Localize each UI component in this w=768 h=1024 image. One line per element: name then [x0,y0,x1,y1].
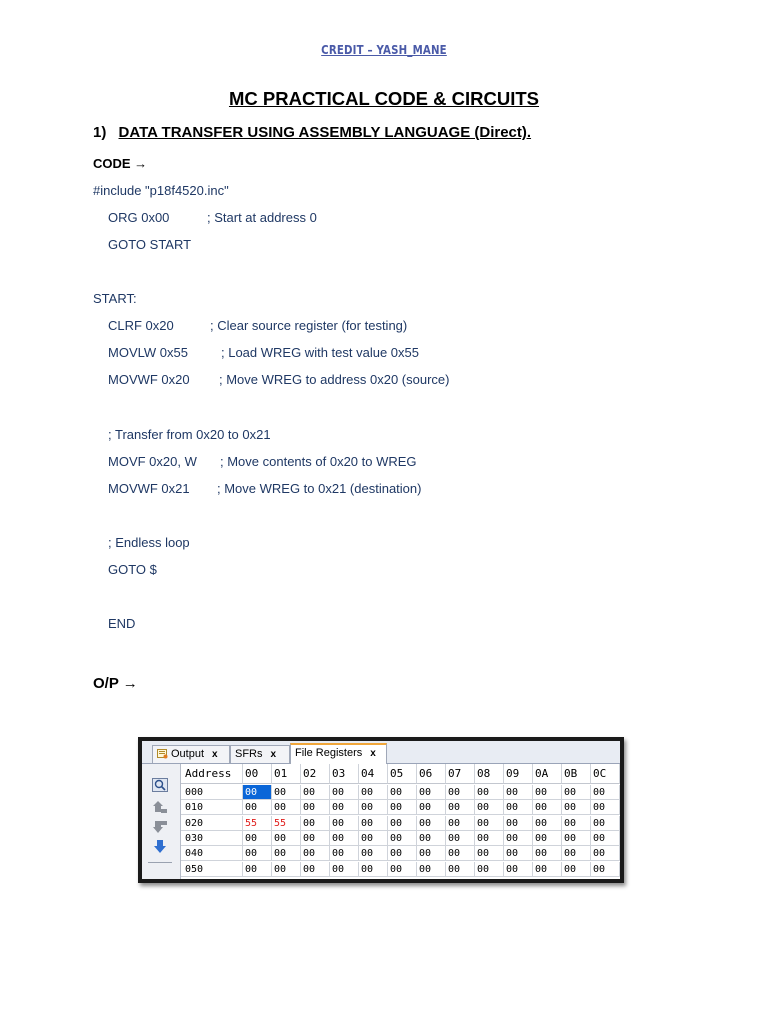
register-cell[interactable]: 55 [243,816,272,831]
register-cell[interactable]: 00 [533,816,562,831]
tab-sfrs[interactable] [230,745,290,763]
register-cell[interactable]: 00 [562,831,591,846]
register-cell[interactable]: 00 [504,862,533,877]
register-cell[interactable]: 00 [330,785,359,800]
register-cell[interactable]: 00 [417,831,446,846]
row-address: 020 [181,816,243,831]
register-cell[interactable]: 00 [504,800,533,815]
close-icon[interactable]: x [212,749,218,760]
code-line [108,616,135,631]
code-line [108,345,419,360]
register-cell[interactable]: 00 [330,862,359,877]
file-registers-screenshot [138,737,624,883]
register-cell[interactable]: 00 [475,831,504,846]
code-comment: ; Move WREG to address 0x20 (source) [219,372,450,387]
column-header: 01 [272,764,301,784]
register-cell[interactable]: 00 [446,785,475,800]
code-line [108,318,408,333]
register-cell[interactable]: 00 [301,846,330,861]
code-line [108,454,417,469]
column-header: 08 [475,764,504,784]
section-heading [93,124,531,141]
close-icon[interactable]: x [370,748,376,759]
register-cell[interactable]: 00 [243,862,272,877]
row-address: 040 [181,846,243,861]
code-instruction: END [108,616,136,631]
row-address: 050 [181,862,243,877]
register-cell[interactable]: 00 [388,785,417,800]
up-arrow-icon[interactable] [152,800,168,814]
credit-line: CREDIT – YASH_MANE [321,43,447,57]
code-instruction: ORG 0x00 [108,210,170,225]
column-header: 02 [301,764,330,784]
code-instruction: #include "p18f4520.inc" [93,183,229,198]
section-number: 1) [93,124,107,141]
register-cell[interactable]: 00 [504,831,533,846]
column-header: 06 [417,764,446,784]
column-header: 0B [562,764,591,784]
register-cell[interactable]: 00 [446,831,475,846]
register-cell[interactable]: 00 [359,816,388,831]
tab-sfrs-label: SFRs [235,748,263,760]
register-cell[interactable]: 00 [446,846,475,861]
register-cell[interactable]: 00 [446,800,475,815]
code-line [108,562,157,577]
register-cell[interactable]: 00 [359,800,388,815]
register-cell[interactable]: 00 [417,800,446,815]
tool-divider [148,862,172,863]
register-cell[interactable]: 00 [272,846,301,861]
register-cell[interactable]: 00 [475,862,504,877]
column-header: 03 [330,764,359,784]
register-cell[interactable]: 00 [446,816,475,831]
row-address: 000 [181,785,243,800]
tab-file-registers-label: File Registers [295,747,363,759]
register-cell[interactable]: 00 [388,831,417,846]
code-comment: ; Start at address 0 [207,210,317,225]
down-arrow-icon[interactable] [152,820,168,834]
tool-strip [142,764,181,879]
code-instruction: ; Transfer from 0x20 to 0x21 [108,427,271,442]
column-header: 07 [446,764,475,784]
register-cell[interactable]: 00 [417,785,446,800]
register-cell[interactable]: 00 [475,846,504,861]
register-cell[interactable]: 00 [446,862,475,877]
register-cell[interactable]: 00 [301,862,330,877]
register-cell[interactable]: 00 [243,785,272,800]
code-line [108,481,422,496]
page-title: MC PRACTICAL CODE & CIRCUITS [228,88,540,109]
register-cell[interactable]: 00 [301,785,330,800]
register-cell[interactable]: 00 [591,800,620,815]
code-instruction: MOVLW 0x55 [108,345,188,360]
register-cell[interactable]: 00 [591,816,620,831]
code-instruction: CLRF 0x20 [108,318,174,333]
register-cell[interactable]: 00 [562,816,591,831]
address-column-header: Address [181,764,243,784]
register-cell[interactable]: 00 [272,831,301,846]
code-line [108,427,271,442]
code-comment: ; Clear source register (for testing) [210,318,408,333]
register-cell[interactable]: 00 [591,846,620,861]
register-cell[interactable]: 00 [475,816,504,831]
register-grid [181,764,620,879]
register-cell[interactable]: 00 [243,846,272,861]
register-cell[interactable]: 00 [504,846,533,861]
code-instruction: MOVWF 0x20 [108,372,190,387]
register-cell[interactable]: 00 [504,816,533,831]
register-cell[interactable]: 00 [359,785,388,800]
register-cell[interactable]: 00 [272,785,301,800]
register-cell[interactable]: 00 [533,800,562,815]
register-cell[interactable]: 00 [533,785,562,800]
code-line [93,183,229,198]
register-cell[interactable]: 00 [330,800,359,815]
tab-output-label: Output [171,748,205,760]
section-title: DATA TRANSFER USING ASSEMBLY LANGUAGE (Direct). [118,124,532,141]
code-line [108,535,190,550]
register-cell[interactable]: 00 [330,846,359,861]
register-cell[interactable]: 00 [359,831,388,846]
column-header: 0A [533,764,562,784]
register-cell[interactable]: 00 [417,862,446,877]
register-cell[interactable]: 55 [272,816,301,831]
register-cell[interactable]: 00 [272,862,301,877]
tab-bar [142,741,620,764]
register-cell[interactable]: 00 [591,862,620,877]
column-header: 04 [359,764,388,784]
register-cell[interactable]: 00 [417,816,446,831]
register-cell[interactable]: 00 [301,816,330,831]
column-header: 09 [504,764,533,784]
register-cell[interactable]: 00 [301,831,330,846]
register-cell[interactable]: 00 [243,831,272,846]
tab-file-registers[interactable] [290,743,387,764]
register-cell[interactable]: 00 [243,800,272,815]
register-cell[interactable]: 00 [533,846,562,861]
register-cell[interactable]: 00 [330,831,359,846]
tab-output[interactable] [152,745,230,763]
register-cell[interactable]: 00 [475,800,504,815]
code-line [108,372,450,387]
register-cell[interactable]: 00 [504,785,533,800]
register-cell[interactable]: 00 [272,800,301,815]
register-cell[interactable]: 00 [330,816,359,831]
column-header: 05 [388,764,417,784]
register-cell[interactable]: 00 [562,800,591,815]
output-icon [157,748,168,759]
code-comment: ; Move WREG to 0x21 (destination) [217,481,422,496]
register-cell[interactable]: 00 [591,785,620,800]
register-cell[interactable]: 00 [388,816,417,831]
row-address: 010 [181,800,243,815]
search-icon[interactable] [152,778,168,792]
register-cell[interactable]: 00 [359,846,388,861]
register-cell[interactable]: 00 [562,785,591,800]
row-address: 030 [181,831,243,846]
code-line [108,210,317,225]
register-cell[interactable]: 00 [562,862,591,877]
code-line [93,291,137,306]
code-instruction: GOTO START [108,237,192,252]
register-cell[interactable]: 00 [388,800,417,815]
column-header: 0C [591,764,620,784]
register-cell[interactable]: 00 [359,862,388,877]
column-header: 00 [243,764,272,784]
close-icon[interactable]: x [270,749,277,760]
code-instruction: ; Endless loop [108,535,190,550]
register-cell[interactable]: 00 [388,862,417,877]
code-instruction: START: [93,291,137,306]
register-cell[interactable]: 00 [301,800,330,815]
code-comment: ; Load WREG with test value 0x55 [221,345,419,360]
register-cell[interactable]: 00 [475,785,504,800]
code-line [108,237,191,252]
code-label: CODE → [93,156,148,171]
register-cell[interactable]: 00 [417,846,446,861]
register-cell[interactable]: 00 [562,846,591,861]
code-instruction: GOTO $ [108,562,157,577]
register-cell[interactable]: 00 [591,831,620,846]
output-label: O/P → [93,675,138,692]
register-cell[interactable]: 00 [533,862,562,877]
download-icon[interactable] [152,840,168,854]
code-instruction: MOVWF 0x21 [108,481,190,496]
register-cell[interactable]: 00 [533,831,562,846]
code-comment: ; Move contents of 0x20 to WREG [220,454,417,469]
code-instruction: MOVF 0x20, W [108,454,197,469]
register-cell[interactable]: 00 [388,846,417,861]
